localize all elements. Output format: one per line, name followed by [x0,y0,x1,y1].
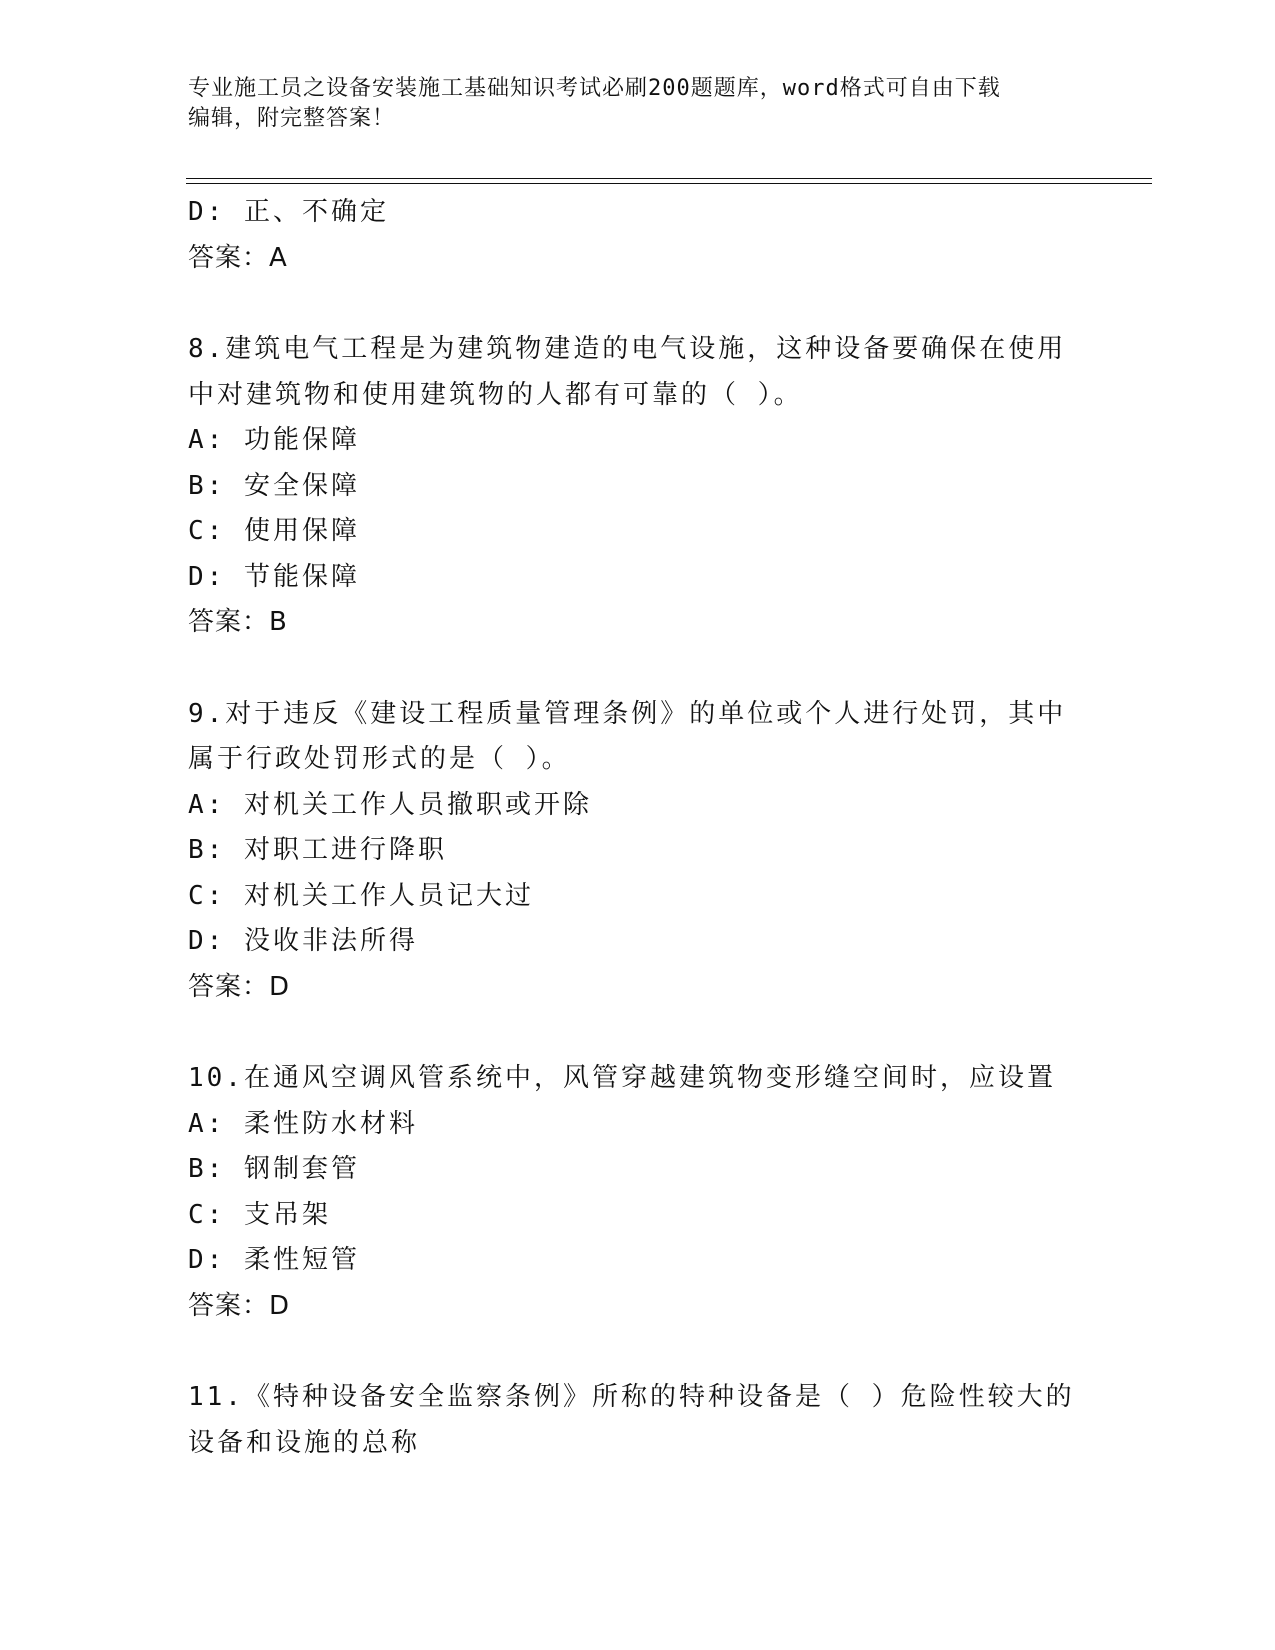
question-stem-line: 8.建筑电气工程是为建筑物建造的电气设施，这种设备要确保在使用 [188,334,1067,364]
answer-line: 答案：D [188,1290,291,1321]
option-a: A: 功能保障 [188,425,360,455]
question-spacer [188,1329,1068,1375]
option-b: B: 安全保障 [188,470,360,501]
option-b: B: 钢制套管 [188,1154,360,1184]
question-spacer [188,281,1068,327]
header-title-line-2: 编辑，附完整答案！ [188,106,396,131]
option-b: B: 对职工进行降职 [188,835,447,865]
question-stem-line: 11.《特种设备安全监察条例》所称的特种设备是（ ）危险性较大的 [188,1382,1075,1412]
document-header [188,74,1068,134]
question-11 [188,1375,1075,1466]
question-8 [188,327,1068,646]
option-d: D: 柔性短管 [188,1245,360,1275]
question-stem-line: 10.在通风空调风管系统中，风管穿越建筑物变形缝空间时，应设置 [188,1063,1056,1093]
option-c: C: 支吊架 [188,1199,331,1230]
option-c: C: 使用保障 [188,516,360,546]
answer-line: 答案：A [188,242,288,273]
question-spacer [188,646,1068,692]
header-divider-top [186,178,1152,179]
question-stem-line: 属于行政处罚形式的是（ ）。 [188,744,571,774]
question-spacer [188,1010,1068,1056]
question-content [188,190,1075,1466]
option-a: A: 柔性防水材料 [188,1108,418,1139]
option-d: D: 正、不确定 [188,197,389,227]
answer-line: 答案：B [188,607,288,637]
question-stem-line: 设备和设施的总称 [188,1427,421,1458]
question-10 [188,1056,1068,1329]
option-d: D: 没收非法所得 [188,926,418,956]
option-c: C: 对机关工作人员记大过 [188,880,534,911]
option-a: A: 对机关工作人员撤职或开除 [188,789,592,820]
question-7-tail [188,190,1068,281]
header-title-line-1: 专业施工员之设备安装施工基础知识考试必刷200题题库，word格式可自由下载 [188,76,1001,101]
question-stem-line: 中对建筑物和使用建筑物的人都有可靠的（ ）。 [188,379,803,410]
question-9 [188,692,1068,1011]
answer-line: 答案：D [188,971,291,1002]
option-d: D: 节能保障 [188,561,360,592]
header-divider-bottom [186,183,1152,184]
question-stem-line: 9.对于违反《建设工程质量管理条例》的单位或个人进行处罚，其中 [188,698,1067,729]
